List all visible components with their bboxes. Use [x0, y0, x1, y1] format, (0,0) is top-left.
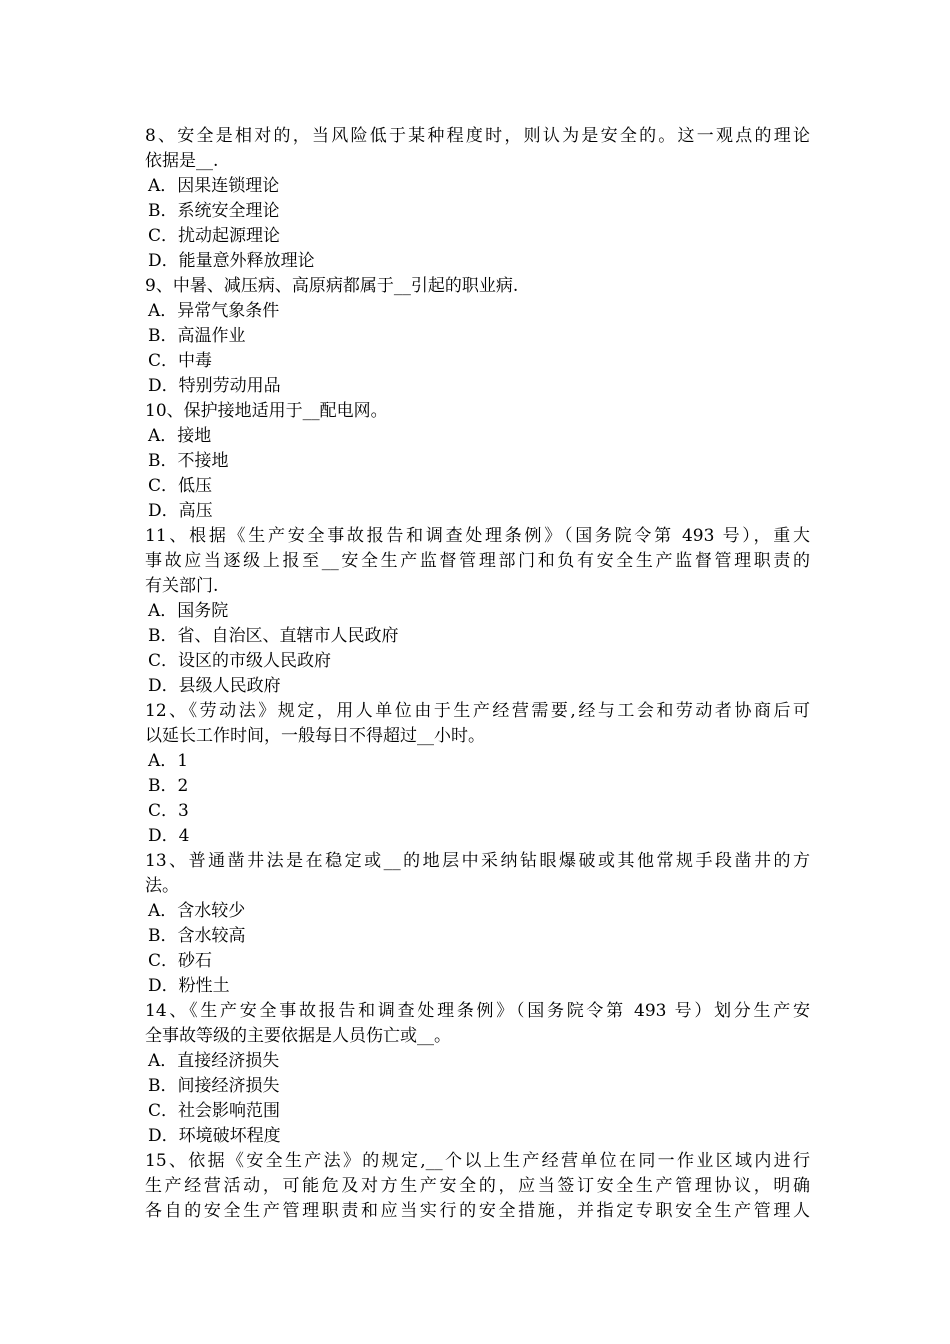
question-12	[145, 699, 810, 849]
question-14-option-a: A．直接经济损失	[148, 1051, 280, 1071]
question-10	[145, 399, 810, 524]
question-10-option-a: A．接地	[148, 426, 212, 446]
question-11	[145, 524, 810, 699]
question-10-stem-line-1: 10、保护接地适用于__配电网。	[145, 401, 388, 421]
question-11-option-d: D．县级人民政府	[148, 676, 281, 696]
question-11-option-b: B．省、自治区、直辖市人民政府	[148, 626, 399, 646]
question-12-option-d: D．4	[148, 826, 190, 846]
question-14-option-c: C．社会影响范围	[148, 1101, 281, 1121]
question-12-stem-line-1: 12、《劳动法》规定，用人单位由于生产经营需要,经与工会和劳动者协商后可	[145, 701, 810, 721]
question-8-stem-line-1: 8、安全是相对的，当风险低于某种程度时，则认为是安全的。这一观点的理论	[145, 126, 810, 146]
question-15-stem-line-1: 15、依据《安全生产法》的规定,__个以上生产经营单位在同一作业区域内进行	[145, 1151, 810, 1171]
question-8-stem-line-2: 依据是__.	[145, 151, 219, 171]
question-9-option-a: A．异常气象条件	[148, 301, 280, 321]
question-9-option-d: D．特别劳动用品	[148, 376, 281, 396]
document-page	[145, 124, 810, 1224]
question-13-option-d: D．粉性土	[148, 976, 230, 996]
question-8-option-b: B．系统安全理论	[148, 201, 280, 221]
question-11-option-a: A．国务院	[148, 601, 229, 621]
question-15-stem-line-2: 生产经营活动，可能危及对方生产安全的，应当签订安全生产管理协议，明确	[145, 1176, 810, 1196]
question-10-option-c: C．低压	[148, 476, 213, 496]
question-8-option-a: A．因果连锁理论	[148, 176, 280, 196]
question-14-stem-line-1: 14、《生产安全事故报告和调查处理条例》（国务院令第 493 号）划分生产安	[145, 1001, 810, 1021]
question-12-option-a: A．1	[148, 751, 189, 771]
question-10-option-b: B．不接地	[148, 451, 229, 471]
question-14-stem-line-2: 全事故等级的主要依据是人员伤亡或__。	[145, 1026, 451, 1046]
question-15	[145, 1149, 810, 1224]
question-13-option-c: C．砂石	[148, 951, 213, 971]
question-8-option-c: C．扰动起源理论	[148, 226, 281, 246]
question-11-stem-line-2: 事故应当逐级上报至__安全生产监督管理部门和负有安全生产监督管理职责的	[145, 551, 810, 571]
question-9-option-b: B．高温作业	[148, 326, 246, 346]
question-13-option-b: B．含水较高	[148, 926, 246, 946]
question-13-stem-line-1: 13、普通凿井法是在稳定或__的地层中采纳钻眼爆破或其他常规手段凿井的方	[145, 851, 810, 871]
question-15-stem-line-3: 各自的安全生产管理职责和应当实行的安全措施，并指定专职安全生产管理人	[145, 1201, 810, 1221]
question-11-stem-line-3: 有关部门.	[145, 576, 219, 596]
question-9-option-c: C．中毒	[148, 351, 213, 371]
question-13-option-a: A．含水较少	[148, 901, 246, 921]
question-14-option-b: B．间接经济损失	[148, 1076, 280, 1096]
question-14-option-d: D．环境破坏程度	[148, 1126, 281, 1146]
question-9	[145, 274, 810, 399]
question-14	[145, 999, 810, 1149]
question-12-stem-line-2: 以延长工作时间，一般每日不得超过__小时。	[145, 726, 485, 746]
question-8-option-d: D．能量意外释放理论	[148, 251, 315, 271]
question-9-stem-line-1: 9、中暑、减压病、高原病都属于__引起的职业病.	[145, 276, 519, 296]
question-11-stem-line-1: 11、根据《生产安全事故报告和调查处理条例》（国务院令第 493 号），重大	[145, 526, 810, 546]
question-8	[145, 124, 810, 274]
question-12-option-b: B．2	[148, 776, 189, 796]
question-13	[145, 849, 810, 999]
question-10-option-d: D．高压	[148, 501, 213, 521]
question-12-option-c: C．3	[148, 801, 189, 821]
question-11-option-c: C．设区的市级人民政府	[148, 651, 332, 671]
question-13-stem-line-2: 法。	[145, 876, 179, 896]
